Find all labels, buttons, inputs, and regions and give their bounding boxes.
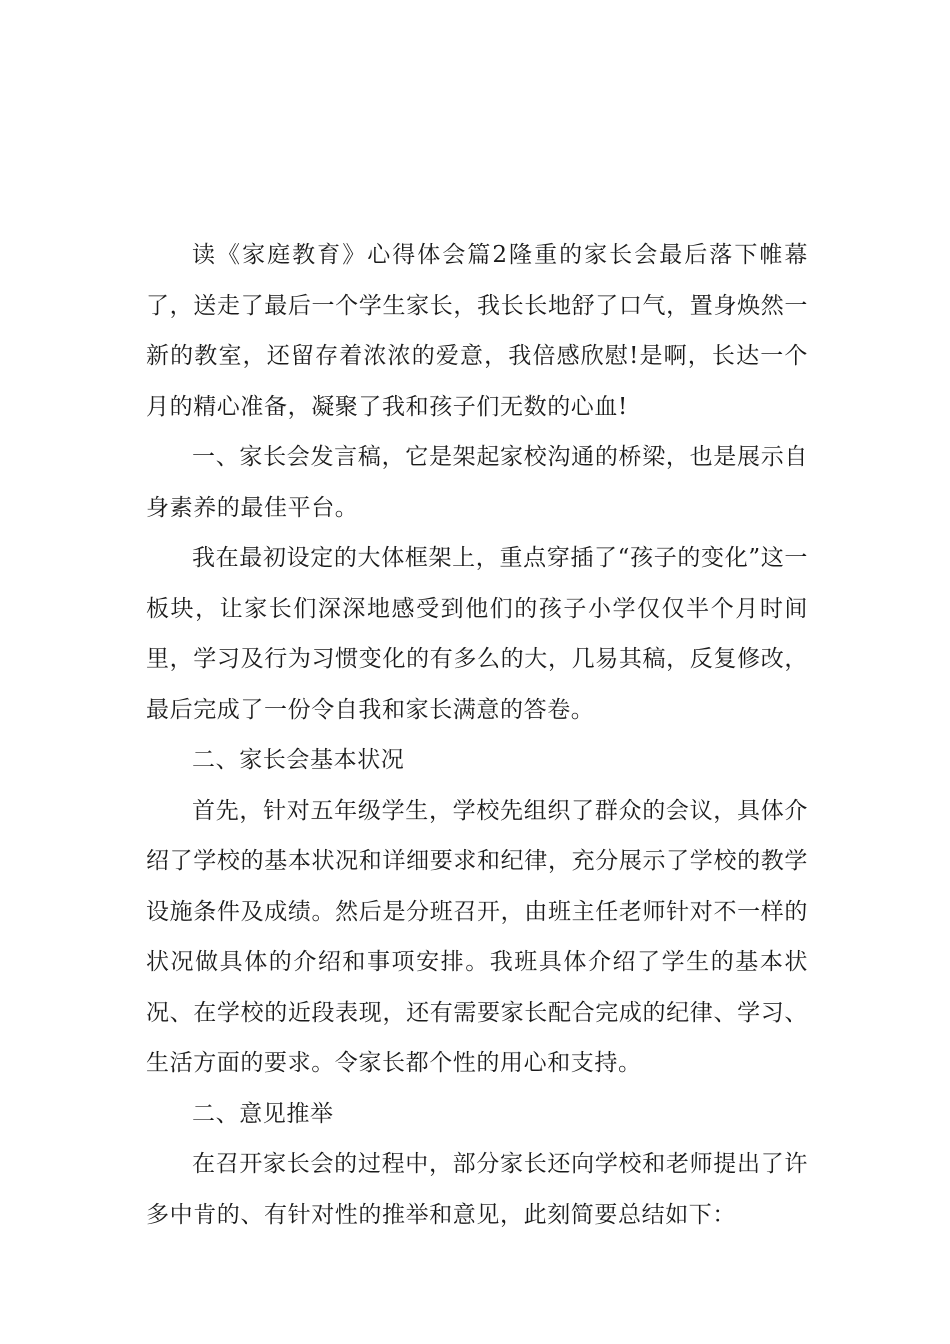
paragraph-basic-situation: 首先，针对五年级学生，学校先组织了群众的会议，具体介绍了学校的基本状况和详细要求和纪律，充分展示了学校的教学设施条件及成绩。然后是分班召开，由班主任老师针对不一样的状况做具体的介绍和事项安排。我班具体介绍了学生的基本状况、在学校的近段表现，还有需要家长配合完成的纪律、学习、生活方面的要求。令家长都个性的用心和支持。 <box>146 797 808 1076</box>
paragraph-intro: 读《家庭教育》心得体会篇2隆重的家长会最后落下帷幕了，送走了最后一个学生家长，我长长地舒了口气，置身焕然一新的教室，还留存着浓浓的爱意，我倍感欣慰!是啊，长达一个月的精心准备，凝聚了我和孩子们无数的心血! <box>146 242 808 420</box>
document-body <box>146 230 808 1240</box>
heading-basic-situation: 二、家长会基本状况 <box>192 747 405 773</box>
paragraph-suggestions: 在召开家长会的过程中，部分家长还向学校和老师提出了许多中肯的、有针对性的推举和意见，此刻简要总结如下： <box>146 1151 808 1228</box>
heading-suggestions: 二、意见推举 <box>192 1100 334 1127</box>
paragraph-section-one: 一、家长会发言稿，它是架起家校沟通的桥梁，也是展示自身素养的最佳平台。 <box>146 444 808 521</box>
paragraph-framework: 我在最初设定的大体框架上，重点穿插了“孩子的变化”这一板块，让家长们深深地感受到他们的孩子小学仅仅半个月时间里，学习及行为习惯变化的有多么的大，几易其稿，反复修改，最后完成了一份令自我和家长满意的答卷。 <box>146 545 808 723</box>
